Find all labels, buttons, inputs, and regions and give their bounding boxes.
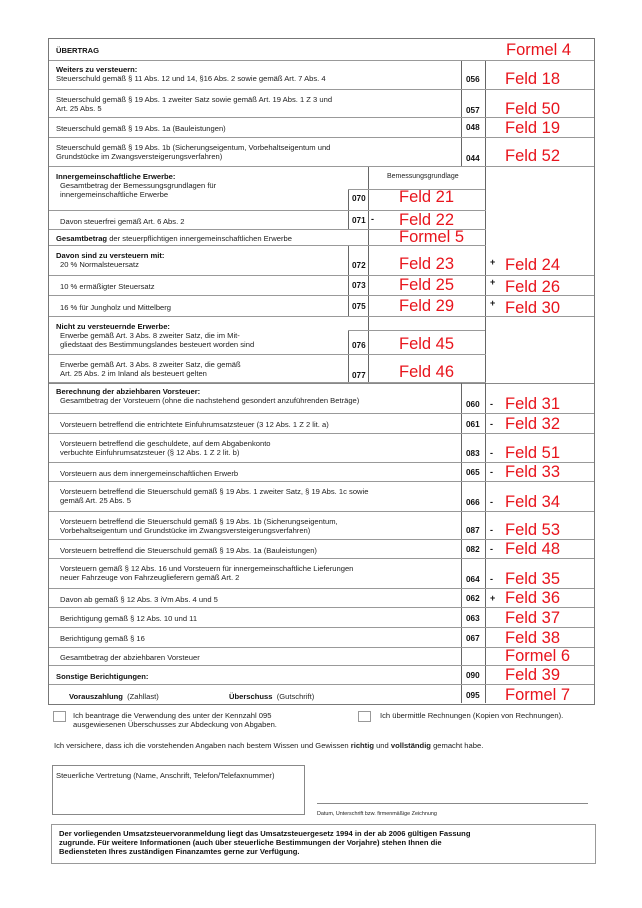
row-label-line2: gemäß Art. 25 Abs. 5 <box>60 496 131 505</box>
signature-line <box>317 803 588 804</box>
row-label: Berichtigung gemäß § 16 <box>60 634 145 643</box>
row-label-line2: gliedstaat des Bestimmungslandes besteuert worden sind <box>60 340 255 349</box>
uebertrag-value[interactable]: Formel 4 <box>506 41 572 59</box>
weiters-heading: Weiters zu versteuern: <box>56 65 138 74</box>
field-value[interactable]: Feld 23 <box>399 255 455 273</box>
vorsteuer-gesamt-row <box>49 648 594 666</box>
row-label-line2: Grundstücke im Zwangsversteigerungsverfahren) <box>56 152 223 161</box>
row-label-bold: Gesamtbetrag <box>56 234 108 243</box>
row-label: Davon ab gemäß § 12 Abs. 3 iVm Abs. 4 und 5 <box>60 595 218 604</box>
declaration-bold-1: richtig <box>350 741 374 750</box>
sign: - <box>490 448 493 458</box>
vertretung-label: Steuerliche Vertretung (Name, Anschrift, Telefon/Telefaxnummer) <box>56 771 275 780</box>
kennzahl: 070 <box>352 194 366 203</box>
field-value[interactable]: Feld 32 <box>505 415 561 433</box>
row-label: Steuerschuld gemäß § 19 Abs. 1a (Bauleistungen) <box>56 124 226 133</box>
kennzahl: 061 <box>466 420 480 429</box>
vorsteuer-row <box>49 589 594 608</box>
vorsteuer-row <box>49 628 594 648</box>
field-value[interactable]: Feld 18 <box>505 70 561 88</box>
row-label: Davon steuerfrei gemäß Art. 6 Abs. 2 <box>60 217 185 226</box>
kennzahl: 065 <box>466 468 480 477</box>
field-value[interactable]: Feld 52 <box>505 147 561 165</box>
tax-form-table <box>48 38 595 705</box>
tax-value[interactable]: Feld 24 <box>505 256 561 274</box>
row-label: Vorsteuern gemäß § 12 Abs. 16 und Vorsteuern für innergemeinschaftliche Lieferungen <box>60 564 354 573</box>
kennzahl: 071 <box>352 216 366 225</box>
kennzahl: 072 <box>352 261 366 270</box>
field-value[interactable]: Feld 31 <box>505 395 561 413</box>
row-label-line2: innergemeinschaftliche Erwerbe <box>60 190 169 199</box>
footer-note-line: zugrunde. Für weitere Informationen (auch über steuerliche Bestimmungen der Vorjahre) stehen Ihnen die <box>59 838 442 847</box>
sign: - <box>490 419 493 429</box>
declaration-post: gemacht habe. <box>430 741 484 750</box>
field-value[interactable]: Feld 51 <box>505 444 561 462</box>
nicht-heading: Nicht zu versteuernde Erwerbe: <box>56 322 170 331</box>
row-label-line2: Vorbehaltseigentum und Grundstücke im Zwangsversteigerungsverfahren) <box>60 526 311 535</box>
ueberschuss-bold: Überschuss <box>229 692 273 701</box>
field-value[interactable]: Feld 25 <box>399 276 455 294</box>
uebertrag-row <box>49 39 594 61</box>
row-label: Steuerschuld gemäß § 11 Abs. 12 und 14, §16 Abs. 2 sowie gemäß Art. 7 Abs. 4 <box>56 74 326 83</box>
field-value[interactable]: Feld 21 <box>399 188 455 206</box>
sign: - <box>490 399 493 409</box>
row-label: 16 % für Jungholz und Mittelberg <box>60 303 172 312</box>
kennzahl: 060 <box>466 400 480 409</box>
row-label: Vorsteuern aus dem innergemeinschaftlichen Erwerb <box>60 469 239 478</box>
kennzahl: 077 <box>352 371 366 380</box>
gutschrift: (Gutschrift) <box>276 692 315 701</box>
kennzahl: 062 <box>466 594 480 603</box>
checkbox-label: Ich übermittle Rechnungen (Kopien von Rechnungen). <box>380 711 564 720</box>
plus-sign: + <box>490 298 496 308</box>
sign: - <box>490 467 493 477</box>
davon-row-073 <box>49 276 594 296</box>
checkbox-ueberschuss-verwendung[interactable] <box>53 711 66 722</box>
field-value[interactable]: Formel 7 <box>505 686 571 704</box>
ig-row-steuerpflichtig <box>49 230 486 246</box>
row-label: Erwerbe gemäß Art. 3 Abs. 8 zweiter Satz, die im Mit- <box>60 331 240 340</box>
kennzahl: 087 <box>466 526 480 535</box>
row-label: Vorsteuern betreffend die Steuerschuld gemäß § 19 Abs. 1 zweiter Satz, § 19 Abs. 1c sowie <box>60 487 369 496</box>
declaration-bold-2: vollständig <box>390 741 431 750</box>
row-label: Gesamtbetrag der Vorsteuern (ohne die nachstehend gesondert anzuführenden Beträge) <box>60 396 360 405</box>
sonstige-row <box>49 666 594 685</box>
kennzahl: 090 <box>466 671 480 680</box>
kennzahl: 067 <box>466 634 480 643</box>
footer-note-line: Bediensteten Ihres zuständigen Finanzamtes gerne zur Verfügung. <box>59 847 300 856</box>
kennzahl: 095 <box>466 691 480 700</box>
row-label: Vorsteuern betreffend die Steuerschuld gemäß § 19 Abs. 1b (Sicherungseigentum, <box>60 517 338 526</box>
field-value[interactable]: Feld 33 <box>505 463 561 481</box>
row-label <box>56 234 292 243</box>
sign: - <box>490 574 493 584</box>
footer-note-line: Der vorliegenden Umsatzsteuervoranmeldung liegt das Umsatzsteuergesetz 1994 in der ab 2006 gültigen Fassung <box>59 829 471 838</box>
kennzahl: 083 <box>466 449 480 458</box>
kennzahl: 082 <box>466 545 480 554</box>
kennzahl: 056 <box>466 75 480 84</box>
field-value[interactable]: Feld 39 <box>505 666 561 684</box>
vorsteuer-row <box>49 540 594 559</box>
field-value[interactable]: Feld 53 <box>505 521 561 539</box>
field-value[interactable]: Feld 35 <box>505 570 561 588</box>
vorsteuer-row <box>49 482 594 512</box>
field-value[interactable]: Feld 50 <box>505 100 561 118</box>
field-value[interactable]: Feld 22 <box>399 211 455 229</box>
row-label-line2: Art. 25 Abs. 5 <box>56 104 102 113</box>
field-value[interactable]: Feld 19 <box>505 119 561 137</box>
declaration-pre: Ich versichere, dass ich die vorstehenden Angaben nach bestem Wissen und Gewissen <box>54 741 351 750</box>
vorsteuer-row <box>49 559 594 589</box>
row-label-line2: verbuchte Einfuhrumsatzsteuer (§ 12 Abs. 1 Z 2 lit. b) <box>60 448 240 457</box>
plus-sign: + <box>490 277 496 287</box>
tax-value[interactable]: Feld 30 <box>505 299 561 317</box>
sign: - <box>490 497 493 507</box>
row-label: 20 % Normalsteuersatz <box>60 260 139 269</box>
row-label-rest: der steuerpflichtigen innergemeinschaftlichen Erwerbe <box>107 234 292 243</box>
vorsteuer-row <box>49 434 594 463</box>
field-value[interactable]: Feld 46 <box>399 363 455 381</box>
vorsteuer-row <box>49 608 594 628</box>
kennzahl: 073 <box>352 281 366 290</box>
vorauszahlung-label <box>69 692 159 701</box>
field-value[interactable]: Feld 29 <box>399 297 455 315</box>
row-label: Sonstige Berichtigungen: <box>56 672 149 681</box>
row-label: Vorsteuern betreffend die geschuldete, auf dem Abgabenkonto <box>60 439 271 448</box>
checkbox-label-line2: ausgewiesenen Überschusses zur Abdeckung von Abgaben. <box>73 720 277 729</box>
checkbox-label: Ich beantrage die Verwendung des unter der Kennzahl 095 <box>73 711 272 720</box>
minus-sign: - <box>371 214 374 224</box>
field-value[interactable]: Feld 37 <box>505 609 561 627</box>
kennzahl: 044 <box>466 154 480 163</box>
ig-heading: Innergemeinschaftliche Erwerbe: <box>56 172 176 181</box>
vorsteuer-row <box>49 512 594 540</box>
uebertrag-label: ÜBERTRAG <box>56 46 100 55</box>
kennzahl: 076 <box>352 341 366 350</box>
declaration-text <box>54 741 483 750</box>
vertretung-box[interactable] <box>52 765 305 815</box>
field-value[interactable]: Feld 34 <box>505 493 561 511</box>
field-value[interactable]: Formel 5 <box>399 228 465 246</box>
row-label-line2: Art. 25 Abs. 2 im Inland als besteuert gelten <box>60 369 207 378</box>
kennzahl: 063 <box>466 614 480 623</box>
checkbox-rechnungen[interactable] <box>358 711 371 722</box>
vorsteuer-row <box>49 383 594 414</box>
plus-sign: + <box>490 257 496 267</box>
field-value[interactable]: Feld 38 <box>505 629 561 647</box>
weiters-row-056 <box>49 61 594 90</box>
nicht-row-077 <box>49 355 486 383</box>
weiters-row-057 <box>49 90 594 118</box>
vorsteuer-row <box>49 463 594 482</box>
row-label: Vorsteuern betreffend die Steuerschuld gemäß § 19 Abs. 1a (Bauleistungen) <box>60 546 317 555</box>
field-value[interactable]: Feld 36 <box>505 589 561 607</box>
row-label: Berichtigung gemäß § 12 Abs. 10 und 11 <box>60 614 198 623</box>
nicht-row-076 <box>49 317 486 355</box>
ig-row-070 <box>49 167 486 211</box>
footer-note-box <box>51 824 596 864</box>
row-label-line2: neuer Fahrzeuge von Fahrzeuglieferern gemäß Art. 2 <box>60 573 240 582</box>
weiters-row-044 <box>49 138 594 167</box>
row-label: Steuerschuld gemäß § 19 Abs. 1 zweiter Satz sowie gemäß Art. 19 Abs. 1 Z 3 und <box>56 95 333 104</box>
row-label: Erwerbe gemäß Art. 3 Abs. 8 zweiter Satz, die gemäß <box>60 360 241 369</box>
davon-row-075 <box>49 296 594 317</box>
kennzahl: 057 <box>466 106 480 115</box>
kennzahl: 048 <box>466 123 480 132</box>
davon-row-072 <box>49 246 594 276</box>
signature-label: Datum, Unterschrift bzw. firmenmäßige Zeichnung <box>317 811 437 817</box>
kennzahl: 064 <box>466 575 480 584</box>
weiters-row-048 <box>49 118 594 138</box>
davon-heading: Davon sind zu versteuern mit: <box>56 251 165 260</box>
row-label: Gesamtbetrag der Bemessungsgrundlagen für <box>60 181 217 190</box>
ueberschuss-label <box>229 692 314 701</box>
kennzahl: 075 <box>352 302 366 311</box>
vorauszahlung-bold: Vorauszahlung <box>69 692 123 701</box>
row-label: Vorsteuern betreffend die entrichtete Einfuhrumsatzsteuer (3 12 Abs. 1 Z 2 lit. a) <box>60 420 329 429</box>
zahllast: (Zahllast) <box>127 692 159 701</box>
vorsteuer-heading: Berechnung der abziehbaren Vorsteuer: <box>56 387 201 396</box>
declaration-mid: und <box>373 741 391 750</box>
kennzahl: 066 <box>466 498 480 507</box>
row-label: 10 % ermäßigter Steuersatz <box>60 282 155 291</box>
field-value[interactable]: Feld 48 <box>505 540 561 558</box>
bemessungsgrundlage-header: Bemessungsgrundlage <box>387 173 459 180</box>
field-value[interactable]: Formel 6 <box>505 647 571 665</box>
sign: - <box>490 525 493 535</box>
row-label: Steuerschuld gemäß § 19 Abs. 1b (Sicherungseigentum, Vorbehaltseigentum und <box>56 143 331 152</box>
vorsteuer-row <box>49 414 594 434</box>
row-label: Gesamtbetrag der abziehbaren Vorsteuer <box>60 653 200 662</box>
sign: + <box>490 593 496 603</box>
sign: - <box>490 544 493 554</box>
ergebnis-row <box>49 685 594 705</box>
field-value[interactable]: Feld 45 <box>399 335 455 353</box>
tax-value[interactable]: Feld 26 <box>505 278 561 296</box>
